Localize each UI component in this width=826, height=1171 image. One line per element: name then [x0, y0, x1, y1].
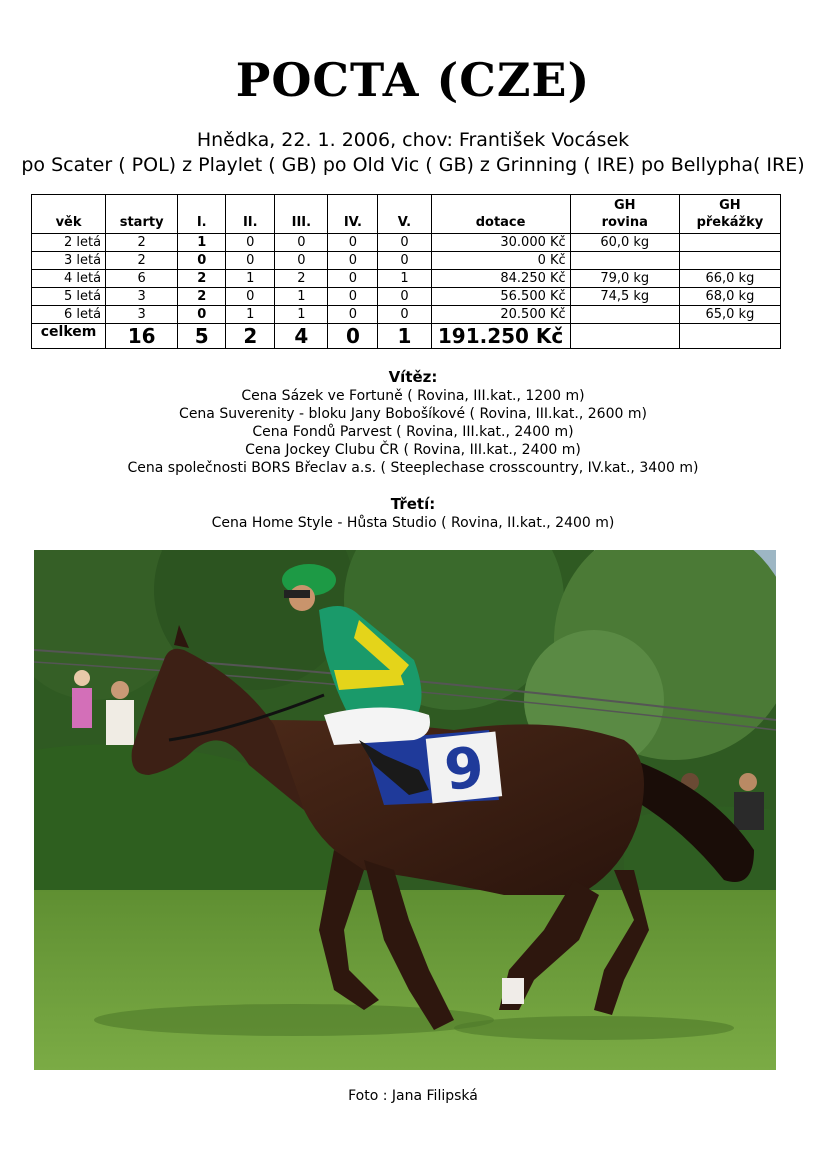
cell-second: 1 — [226, 306, 275, 324]
total-fifth: 1 — [378, 324, 431, 349]
race-horse-photo — [34, 550, 776, 1070]
winner-race: Cena Suverenity - bloku Jany Bobošíkové ( Rovina, III.kat., 2600 m) — [179, 406, 647, 422]
cell-starty: 3 — [106, 288, 178, 306]
cell-second: 1 — [226, 270, 275, 288]
cell-gh-rovina: 60,0 kg — [570, 234, 679, 252]
cell-gh-prekazky — [679, 252, 780, 270]
cell-first: 2 — [178, 288, 226, 306]
race-statistics-table — [31, 194, 781, 349]
cell-gh-rovina: 79,0 kg — [570, 270, 679, 288]
cell-fifth: 0 — [378, 234, 431, 252]
cell-age: 5 letá — [32, 288, 106, 306]
cell-fourth: 0 — [328, 306, 378, 324]
cell-starty: 2 — [106, 252, 178, 270]
header-vek: věk — [32, 195, 106, 234]
cell-second: 0 — [226, 288, 275, 306]
table-row — [32, 252, 781, 270]
total-fourth: 0 — [328, 324, 378, 349]
total-dotace: 191.250 Kč — [431, 324, 570, 349]
cell-fifth: 0 — [378, 288, 431, 306]
total-label: celkem — [32, 324, 106, 349]
header-dotace: dotace — [431, 195, 570, 234]
table-total-row — [32, 324, 781, 349]
winner-race: Cena společnosti BORS Břeclav a.s. ( Steeplechase crosscountry, IV.kat., 3400 m) — [127, 460, 699, 476]
cell-first: 1 — [178, 234, 226, 252]
table-row — [32, 270, 781, 288]
cell-gh-prekazky: 66,0 kg — [679, 270, 780, 288]
table-row — [32, 288, 781, 306]
header-second: II. — [226, 195, 275, 234]
total-gh-rovina — [570, 324, 679, 349]
cell-third: 0 — [275, 234, 328, 252]
cell-gh-rovina — [570, 252, 679, 270]
third-race: Cena Home Style - Hůsta Studio ( Rovina, II.kat., 2400 m) — [211, 515, 615, 531]
cell-starty: 6 — [106, 270, 178, 288]
winner-section — [0, 368, 826, 477]
cell-fifth: 1 — [378, 270, 431, 288]
horse-name-title: POCTA (CZE) — [235, 53, 591, 107]
cell-fourth: 0 — [328, 270, 378, 288]
table-row — [32, 306, 781, 324]
cell-dotace: 84.250 Kč — [431, 270, 570, 288]
cell-fifth: 0 — [378, 306, 431, 324]
total-gh-prekazky — [679, 324, 780, 349]
cell-second: 0 — [226, 252, 275, 270]
cell-gh-prekazky: 65,0 kg — [679, 306, 780, 324]
winner-race: Cena Jockey Clubu ČR ( Rovina, III.kat., 2400 m) — [245, 442, 581, 458]
table-row — [32, 234, 781, 252]
horse-details: Hnědka, 22. 1. 2006, chov: František Vocásek — [196, 129, 630, 151]
cell-dotace: 30.000 Kč — [431, 234, 570, 252]
cell-third: 1 — [275, 288, 328, 306]
cell-first: 0 — [178, 306, 226, 324]
cell-third: 0 — [275, 252, 328, 270]
cell-age: 3 letá — [32, 252, 106, 270]
cell-gh-prekazky: 68,0 kg — [679, 288, 780, 306]
cell-third: 2 — [275, 270, 328, 288]
horse-pedigree: po Scater ( POL) z Playlet ( GB) po Old Vic ( GB) z Grinning ( IRE) po Bellypha( IRE) — [21, 154, 805, 176]
cell-dotace: 20.500 Kč — [431, 306, 570, 324]
total-starty: 16 — [106, 324, 178, 349]
cell-fifth: 0 — [378, 252, 431, 270]
cell-third: 1 — [275, 306, 328, 324]
winner-heading: Vítěz: — [388, 368, 438, 386]
total-first: 5 — [178, 324, 226, 349]
cell-first: 2 — [178, 270, 226, 288]
photo-caption: Foto : Jana Filipská — [348, 1088, 478, 1104]
header-gh-prekazky: GH překážky — [679, 195, 780, 234]
cell-dotace: 56.500 Kč — [431, 288, 570, 306]
cell-fourth: 0 — [328, 252, 378, 270]
cell-starty: 3 — [106, 306, 178, 324]
third-place-section — [0, 495, 826, 532]
horse-photo-illustration — [34, 550, 776, 1070]
header-gh-rovina: GH rovina — [570, 195, 679, 234]
table-header-row — [32, 195, 781, 234]
cell-gh-prekazky — [679, 234, 780, 252]
header-third: III. — [275, 195, 328, 234]
saddle-cloth-number: 9 — [441, 735, 487, 804]
header-first: I. — [178, 195, 226, 234]
cell-age: 4 letá — [32, 270, 106, 288]
winner-race: Cena Fondů Parvest ( Rovina, III.kat., 2400 m) — [252, 424, 574, 440]
cell-fourth: 0 — [328, 288, 378, 306]
cell-gh-rovina — [570, 306, 679, 324]
cell-fourth: 0 — [328, 234, 378, 252]
header-starty: starty — [106, 195, 178, 234]
total-second: 2 — [226, 324, 275, 349]
cell-dotace: 0 Kč — [431, 252, 570, 270]
cell-age: 6 letá — [32, 306, 106, 324]
header-fifth: V. — [378, 195, 431, 234]
cell-gh-rovina: 74,5 kg — [570, 288, 679, 306]
cell-first: 0 — [178, 252, 226, 270]
cell-starty: 2 — [106, 234, 178, 252]
third-heading: Třetí: — [390, 495, 436, 513]
cell-second: 0 — [226, 234, 275, 252]
cell-age: 2 letá — [32, 234, 106, 252]
header-fourth: IV. — [328, 195, 378, 234]
winner-race: Cena Sázek ve Fortuně ( Rovina, III.kat., 1200 m) — [241, 388, 585, 404]
total-third: 4 — [275, 324, 328, 349]
